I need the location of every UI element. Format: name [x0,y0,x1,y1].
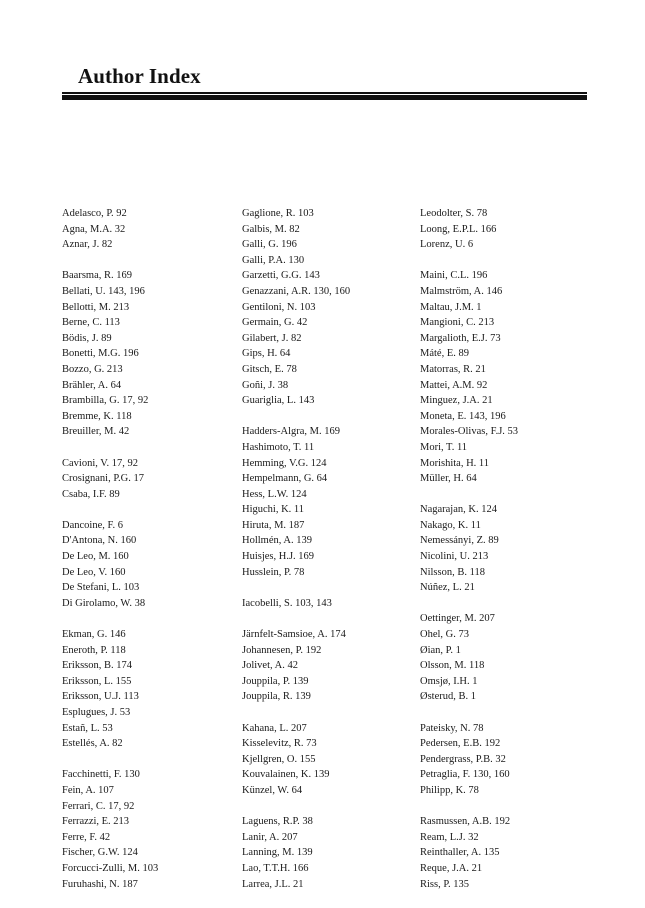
author-entry: Huisjes, H.J. 169 [242,551,315,563]
index-column-2 [242,206,350,908]
author-entry: Eriksson, L. 155 [62,675,132,687]
author-entry: Estellés, A. 82 [62,738,123,750]
author-entry: Fischer, G.W. 124 [62,847,138,859]
author-entry: D'Antona, N. 160 [62,535,137,547]
index-letter-group [242,596,350,612]
index-column-1 [62,206,158,908]
author-entry: Bozzo, G. 213 [62,363,123,375]
author-entry: De Stefani, L. 103 [62,582,140,594]
author-entry: Lorenz, U. 6 [420,239,474,251]
author-entry: Agna, M.A. 32 [62,223,126,235]
author-entry: Adelasco, P. 92 [62,208,127,219]
author-entry: Riss, P. 135 [420,878,470,890]
author-entry: Gaglione, R. 103 [242,208,314,219]
author-entry: Nakago, K. 11 [420,519,481,531]
author-entry: Reque, J.A. 21 [420,862,483,874]
author-entry: Husslein, P. 78 [242,566,305,578]
author-entry: Maini, C.L. 196 [420,270,488,282]
author-entry: Bellotti, M. 213 [62,301,130,313]
index-letter-group [242,424,350,580]
author-entry: Mangioni, C. 213 [420,317,495,329]
author-entry: Øian, P. 1 [420,644,461,656]
author-entry: Olsson, M. 118 [420,660,485,672]
author-entry: Germain, G. 42 [242,317,308,329]
author-entry: Philipp, K. 78 [420,784,479,796]
author-entry: Kjellgren, O. 155 [242,753,316,765]
author-entry: Morales-Olivas, F.J. 53 [420,426,519,438]
author-entry: Nagarajan, K. 124 [420,504,497,516]
author-entry: Pendergrass, P.B. 32 [420,753,506,765]
author-entry: Bremme, K. 118 [62,410,132,422]
author-entry: Iacobelli, S. 103, 143 [242,597,332,609]
author-entry: Galli, P.A. 130 [242,254,305,266]
author-entry: Di Girolamo, W. 38 [62,597,146,609]
index-letter-group [242,721,350,799]
index-letter-group [62,268,158,440]
author-entry: Malmström, A. 146 [420,285,503,297]
author-entry: Künzel, W. 64 [242,784,303,796]
author-entry: Pateisky, N. 78 [420,722,484,734]
author-entry: Petraglia, F. 130, 160 [420,769,510,781]
author-entry: Lanning, M. 139 [242,847,313,859]
index-letter-group [420,721,518,799]
author-entry: Matorras, R. 21 [420,363,486,375]
author-entry: Núñez, L. 21 [420,582,475,594]
author-entry: Reinthaller, A. 135 [420,847,500,859]
author-entry: Ream, L.J. 32 [420,831,479,843]
author-entry: Baarsma, R. 169 [62,270,132,282]
author-entry: Bonetti, M.G. 196 [62,348,139,360]
author-entry: Cavioni, V. 17, 92 [62,457,139,469]
author-entry: Kahana, L. 207 [242,722,307,734]
author-entry: Larrea, J.L. 21 [242,878,304,890]
index-letter-group [62,518,158,612]
author-entry: Aznar, J. 82 [62,239,113,251]
index-letter-group [420,268,518,486]
author-entry: Laguens, R.P. 38 [242,816,313,828]
author-entry: Nilsson, B. 118 [420,566,485,578]
author-entry: Jolivet, A. 42 [242,660,299,672]
author-entry: Ferrazzi, E. 213 [62,816,130,828]
author-entry: Johannesen, P. 192 [242,644,322,656]
author-entry: Gips, H. 64 [242,348,291,360]
author-entry: Genazzani, A.R. 130, 160 [242,285,351,297]
author-entry: Müller, H. 64 [420,473,477,485]
author-entry: Hadders-Algra, M. 169 [242,426,340,438]
title-rule-thin [62,92,587,94]
index-column-3 [420,206,518,908]
author-entry: Hess, L.W. 124 [242,488,307,500]
author-entry: Morishita, H. 11 [420,457,490,469]
author-entry: Brambilla, G. 17, 92 [62,395,149,407]
author-entry: Csaba, I.F. 89 [62,488,120,500]
author-entry: De Leo, M. 160 [62,551,129,563]
author-entry: Brähler, A. 64 [62,379,122,391]
author-entry: Leodolter, S. 78 [420,208,488,219]
author-entry: Maltau, J.M. 1 [420,301,482,313]
author-entry: Eneroth, P. 118 [62,644,126,656]
index-letter-group [420,814,518,892]
index-letter-group [420,502,518,596]
author-entry: Gilabert, J. 82 [242,332,302,344]
author-entry: Hashimoto, T. 11 [242,441,315,453]
author-entry: Facchinetti, F. 130 [62,769,140,781]
author-entry: Mori, T. 11 [420,441,468,453]
index-letter-group [242,627,350,705]
page-title: Author Index [78,64,201,88]
author-entry: Galbis, M. 82 [242,223,300,235]
author-entry: Margalioth, E.J. 73 [420,332,501,344]
index-letter-group [420,206,518,253]
author-entry: Dancoine, F. 6 [62,519,123,531]
author-entry: Gentiloni, N. 103 [242,301,316,313]
author-entry: Gitsch, E. 78 [242,363,297,375]
author-entry: Crosignani, P.G. 17 [62,473,144,485]
author-entry: Kisselevitz, R. 73 [242,738,317,750]
author-entry: Mattei, A.M. 92 [420,379,488,391]
author-entry: Ekman, G. 146 [62,629,126,641]
author-entry: Nicolini, U. 213 [420,551,489,563]
author-entry: Ferrari, C. 17, 92 [62,800,135,812]
author-entry: Máté, E. 89 [420,348,469,360]
index-letter-group [62,767,158,892]
author-entry: Galli, G. 196 [242,239,297,251]
author-entry: Minguez, J.A. 21 [420,395,493,407]
author-entry: Hempelmann, G. 64 [242,473,328,485]
author-entry: Bellati, U. 143, 196 [62,285,145,297]
index-letter-group [242,814,350,892]
author-entry: Hollmén, A. 139 [242,535,312,547]
author-entry: Garzetti, G.G. 143 [242,270,320,282]
author-entry: Bödis, J. 89 [62,332,112,344]
author-entry: Omsjø, I.H. 1 [420,675,478,687]
author-entry: Hemming, V.G. 124 [242,457,327,469]
author-entry: Pedersen, E.B. 192 [420,738,501,750]
author-entry: Ohel, G. 73 [420,629,469,641]
author-entry: Oettinger, M. 207 [420,613,495,625]
author-entry: Berne, C. 113 [62,317,120,329]
author-entry: Goñi, J. 38 [242,379,289,391]
author-entry: Jouppila, P. 139 [242,675,309,687]
index-letter-group [62,206,158,253]
author-entry: Moneta, E. 143, 196 [420,410,506,422]
author-entry: Estañ, L. 53 [62,722,113,734]
index-letter-group [62,456,158,503]
author-entry: Järnfelt-Samsioe, A. 174 [242,629,346,641]
author-entry: Eriksson, U.J. 113 [62,691,139,703]
author-entry: Fein, A. 107 [62,784,114,796]
index-letter-group [242,206,350,409]
author-entry: Lao, T.T.H. 166 [242,862,309,874]
author-entry: Kouvalainen, K. 139 [242,769,330,781]
author-entry: Esplugues, J. 53 [62,707,131,718]
author-entry: Loong, E.P.L. 166 [420,223,497,235]
index-letter-group [420,611,518,705]
author-entry: Forcucci-Zulli, M. 103 [62,862,159,874]
author-entry: Higuchi, K. 11 [242,504,305,516]
title-rule-thick [62,95,587,100]
author-entry: Breuiller, M. 42 [62,426,130,438]
author-entry: Nemessányi, Z. 89 [420,535,499,547]
author-entry: Lanir, A. 207 [242,831,298,843]
index-letter-group [62,627,158,752]
author-entry: Ferre, F. 42 [62,831,111,843]
author-entry: Guariglia, L. 143 [242,395,315,407]
author-entry: Jouppila, R. 139 [242,691,311,703]
author-entry: Eriksson, B. 174 [62,660,133,672]
author-entry: Furuhashi, N. 187 [62,878,138,890]
author-entry: Hiruta, M. 187 [242,519,305,531]
author-entry: Østerud, B. 1 [420,691,476,703]
author-entry: De Leo, V. 160 [62,566,126,578]
author-entry: Rasmussen, A.B. 192 [420,816,511,828]
